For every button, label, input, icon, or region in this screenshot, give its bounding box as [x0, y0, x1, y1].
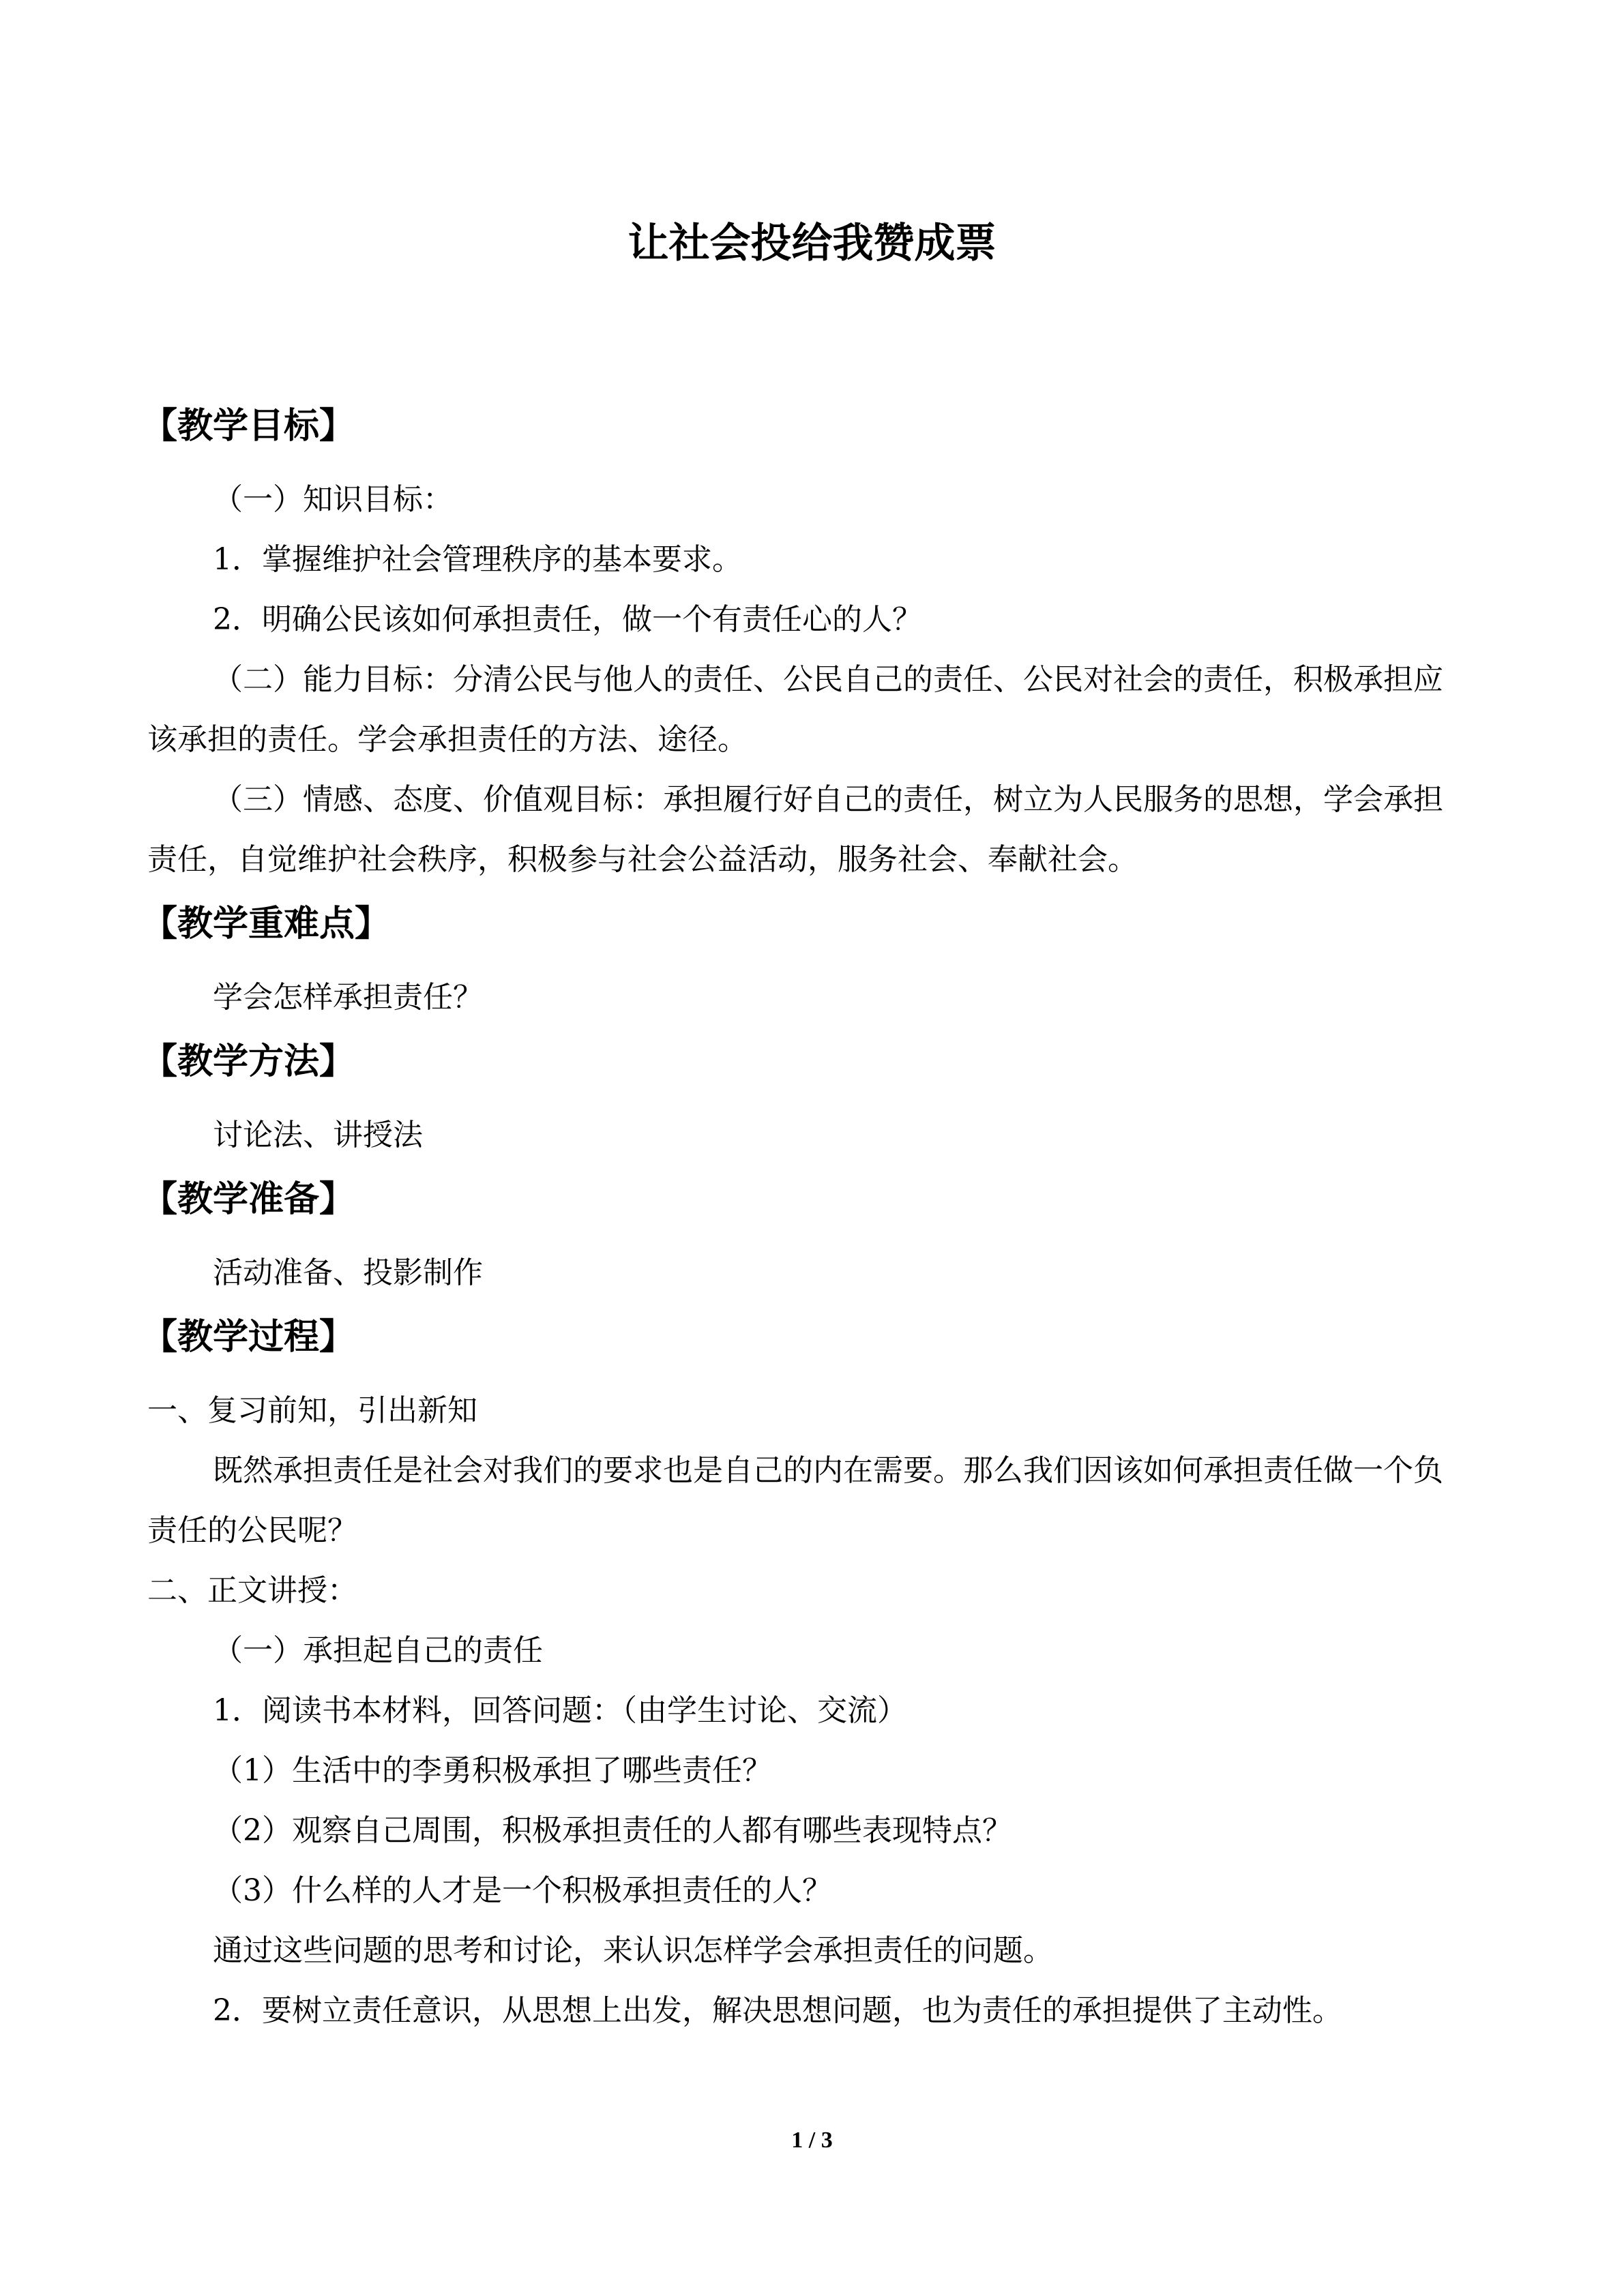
- section-heading-process: 【教学过程】: [142, 1317, 355, 1358]
- process-item-2: 2．要树立责任意识，从思想上出发，解决思想问题，也为责任的承担提供了主动性。: [213, 1993, 1342, 2028]
- process-step-1-title: 一、复习前知，引出新知: [147, 1393, 477, 1428]
- preparation-text: 活动准备、投影制作: [213, 1255, 483, 1290]
- section-heading-key-points: 【教学重难点】: [142, 904, 391, 944]
- key-points-text: 学会怎样承担责任？: [213, 980, 483, 1015]
- process-sub-1-title: （一）承担起自己的责任: [213, 1633, 543, 1668]
- section-heading-methods: 【教学方法】: [142, 1041, 355, 1082]
- process-question-2: （2）观察自己周围，积极承担责任的人都有哪些表现特点？: [213, 1813, 1012, 1848]
- knowledge-goal-1: 1．掌握维护社会管理秩序的基本要求。: [213, 542, 742, 577]
- section-heading-goals: 【教学目标】: [142, 406, 355, 447]
- process-summary: 通过这些问题的思考和讨论，来认识怎样学会承担责任的问题。: [213, 1933, 1053, 1968]
- section-heading-preparation: 【教学准备】: [142, 1179, 355, 1220]
- emotion-goal: （三）情感、态度、价值观目标：承担履行好自己的责任，树立为人民服务的思想，学会承担责任，自觉维护社会秩序，积极参与社会公益活动，服务社会、奉献社会。: [147, 782, 1443, 877]
- page-number: 1 / 3: [791, 2128, 833, 2153]
- process-question-3: （3）什么样的人才是一个积极承担责任的人？: [213, 1873, 832, 1908]
- methods-text: 讨论法、讲授法: [213, 1118, 423, 1152]
- page-title: 让社会投给我赞成票: [628, 220, 996, 267]
- ability-goal: （二）能力目标：分清公民与他人的责任、公民自己的责任、公民对社会的责任，积极承担应该承担的责任。学会承担责任的方法、途径。: [147, 662, 1443, 757]
- knowledge-goal-label: （一）知识目标：: [213, 482, 453, 517]
- process-question-1: （1）生活中的李勇积极承担了哪些责任？: [213, 1753, 772, 1788]
- document-body: [142, 392, 1457, 2041]
- knowledge-goal-2: 2．明确公民该如何承担责任，做一个有责任心的人？: [213, 602, 922, 637]
- process-step-2-title: 二、正文讲授：: [147, 1573, 357, 1608]
- process-item-1: 1．阅读书本材料，回答问题：（由学生讨论、交流）: [213, 1693, 907, 1728]
- process-step-1-text: 既然承担责任是社会对我们的要求也是自己的内在需要。那么我们因该如何承担责任做一个负责任的公民呢？: [147, 1453, 1443, 1548]
